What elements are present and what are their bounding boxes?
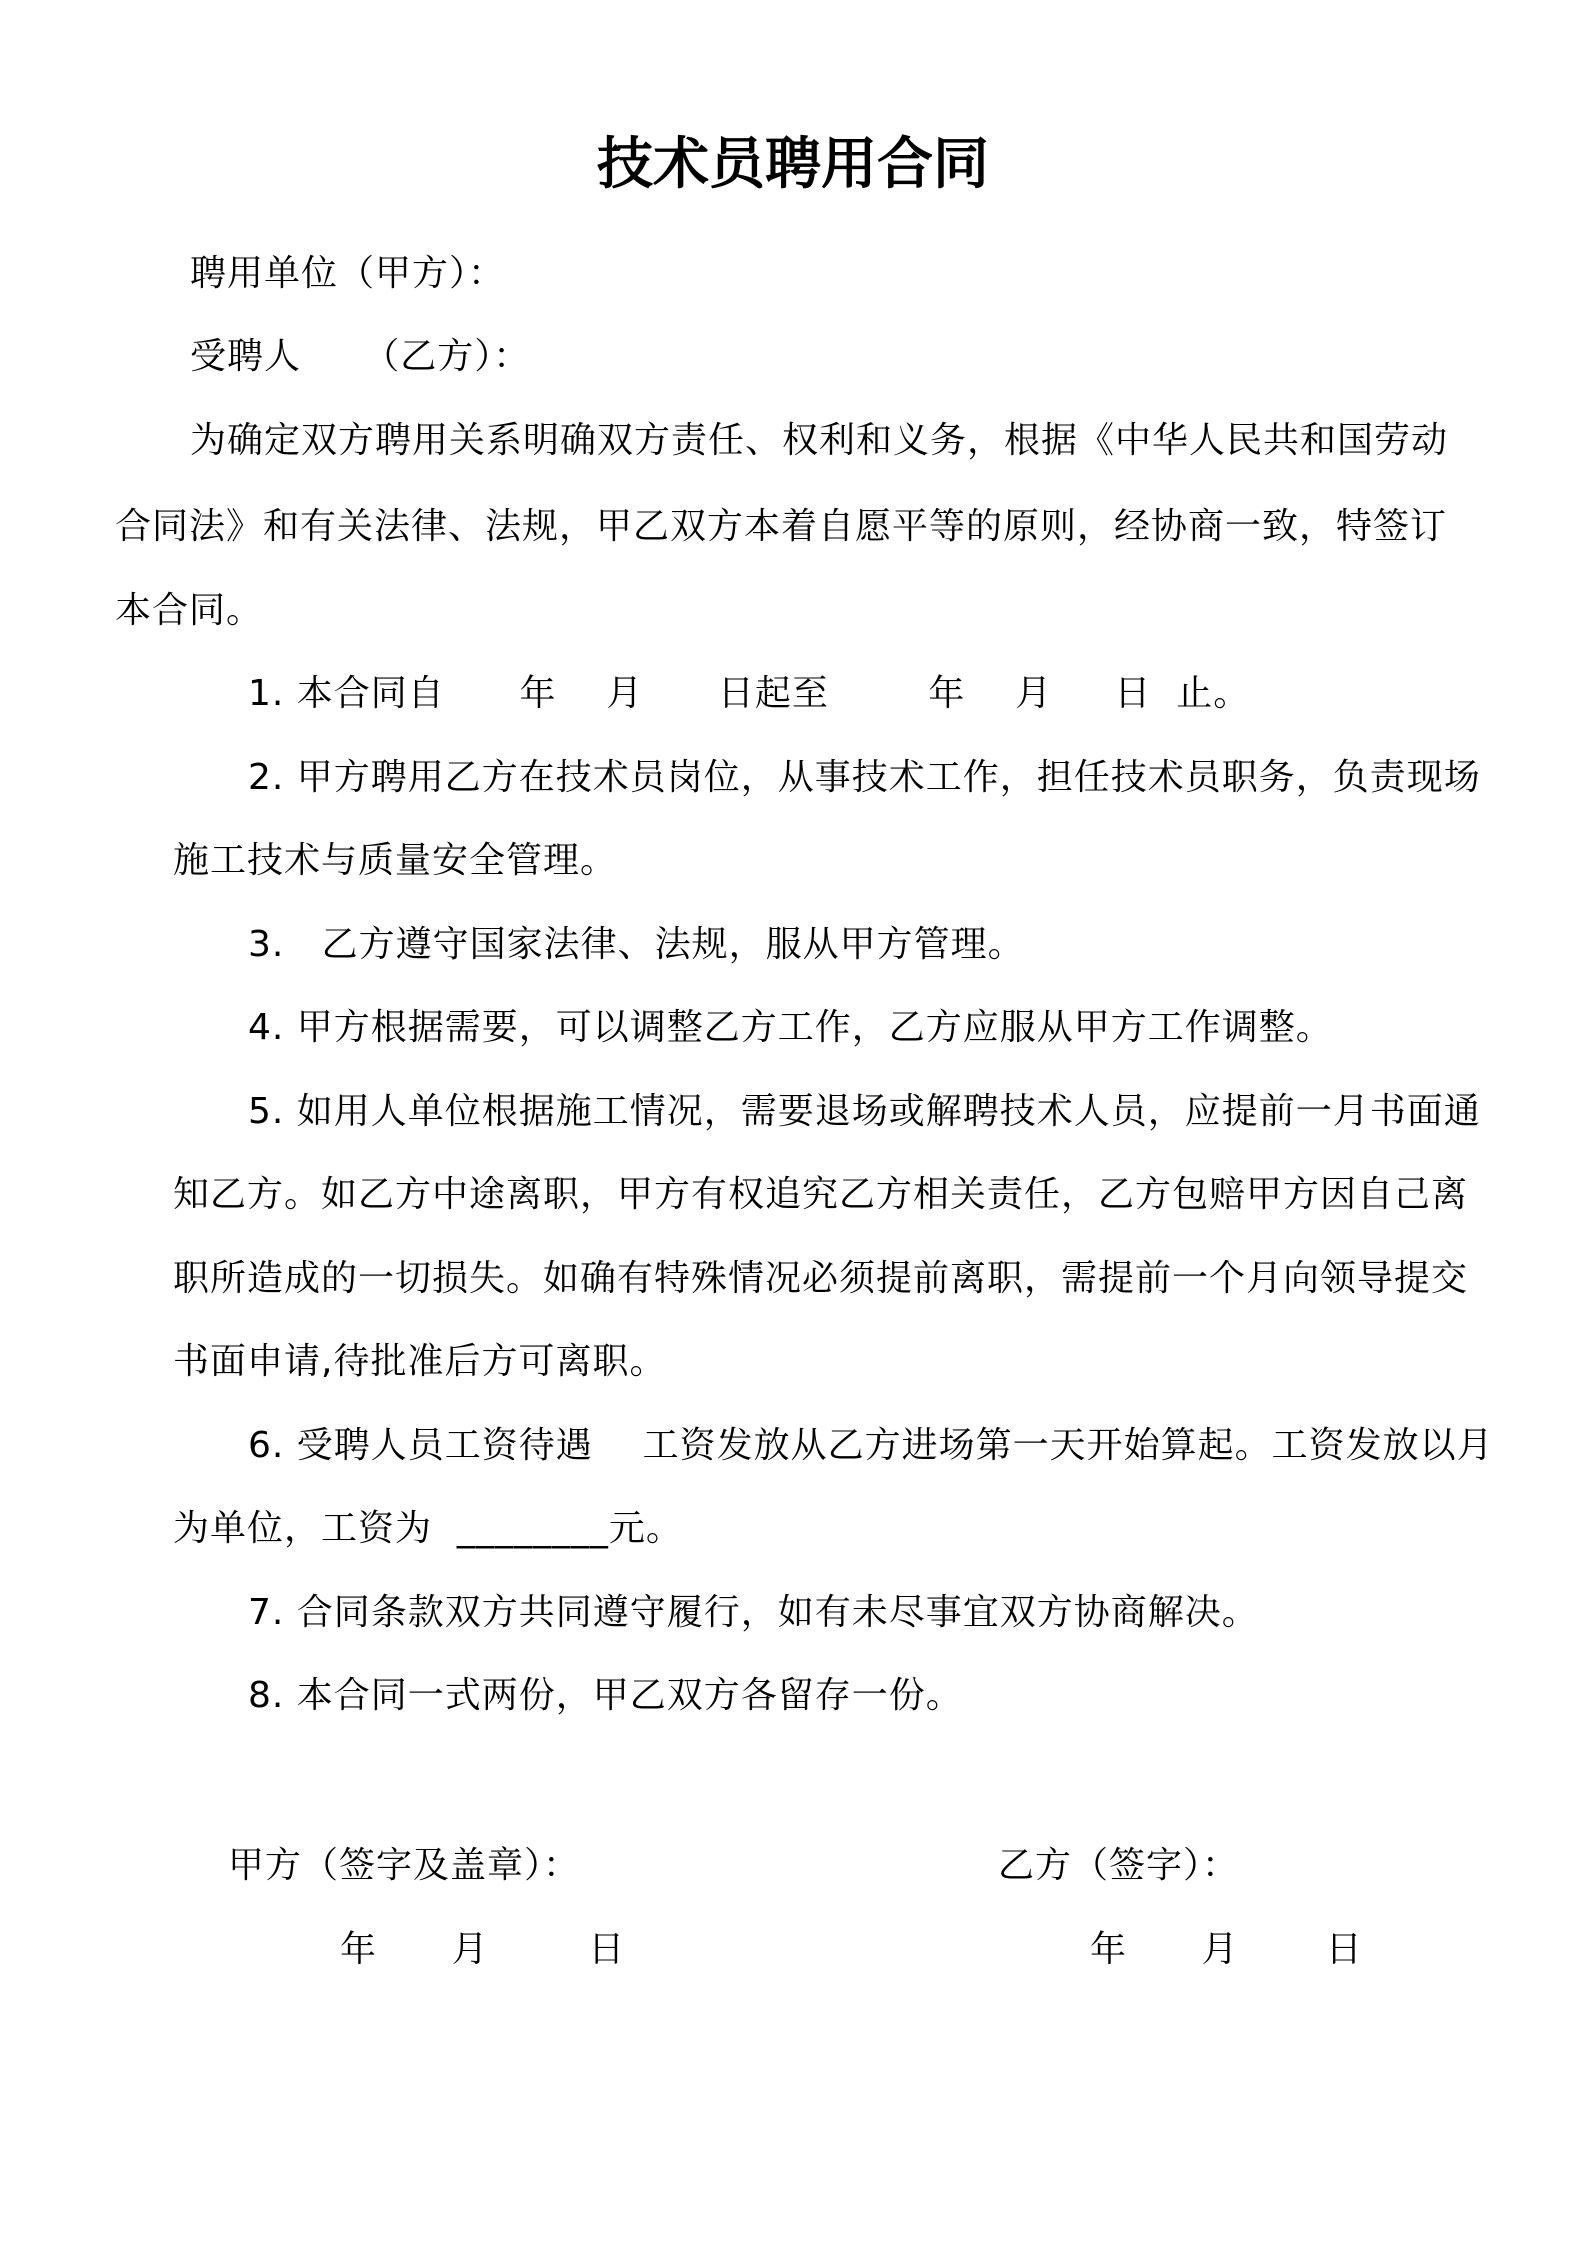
clause-line: 为单位，工资为 ________元。 xyxy=(173,1508,683,1549)
party-a-date: 年 月 日 xyxy=(340,1929,626,1970)
clause-line: 施工技术与质量安全管理。 xyxy=(173,840,618,881)
party-a-signature-label: 甲方（签字及盖章）： xyxy=(228,1845,581,1886)
clause-4: 4. 甲方根据需要，可以调整乙方工作，乙方应服从甲方工作调整。 xyxy=(248,1007,1333,1048)
clause-line: 知乙方。如乙方中途离职，甲方有权追究乙方相关责任，乙方包赔甲方因自己离 xyxy=(173,1174,1469,1215)
document-title: 技术员聘用合同 xyxy=(597,132,989,197)
clause-7: 7. 合同条款双方共同遵守履行，如有未尽事宜双方协商解决。 xyxy=(248,1592,1259,1633)
party-b-signature-label: 乙方（签字）： xyxy=(998,1845,1240,1886)
clause-1: 1. 本合同自 年 月 日起至 年 月 日 止。 xyxy=(248,673,1251,714)
clause-line: 5. 如用人单位根据施工情况，需要退场或解聘技术人员，应提前一月书面通 xyxy=(248,1091,1481,1132)
clause-line: 职所造成的一切损失。如确有特殊情况必须提前离职，需提前一个月向领导提交 xyxy=(173,1258,1469,1299)
party-b-field-label: 受聘人 （乙方）： xyxy=(190,336,531,377)
party-b-date: 年 月 日 xyxy=(1090,1929,1363,1970)
party-a-field-label: 聘用单位（甲方）： xyxy=(190,253,506,294)
preamble-line: 合同法》和有关法律、法规，甲乙双方本着自愿平等的原则，经协商一致，特签订 xyxy=(115,506,1448,547)
clause-line: 书面申请,待批准后方可离职。 xyxy=(173,1341,667,1382)
clause-line: 2. 甲方聘用乙方在技术员岗位，从事技术工作，担任技术员职务，负责现场 xyxy=(248,757,1481,798)
clause-8: 8. 本合同一式两份，甲乙双方各留存一份。 xyxy=(248,1675,963,1716)
preamble-line: 为确定双方聘用关系明确双方责任、权利和义务，根据《中华人民共和国劳动 xyxy=(190,420,1449,461)
preamble-line: 本合同。 xyxy=(115,590,264,631)
clause-line: 6. 受聘人员工资待遇 工资发放从乙方进场第一天开始算起。工资发放以月 xyxy=(248,1425,1494,1466)
clause-3: 3. 乙方遵守国家法律、法规，服从甲方管理。 xyxy=(248,924,1025,965)
